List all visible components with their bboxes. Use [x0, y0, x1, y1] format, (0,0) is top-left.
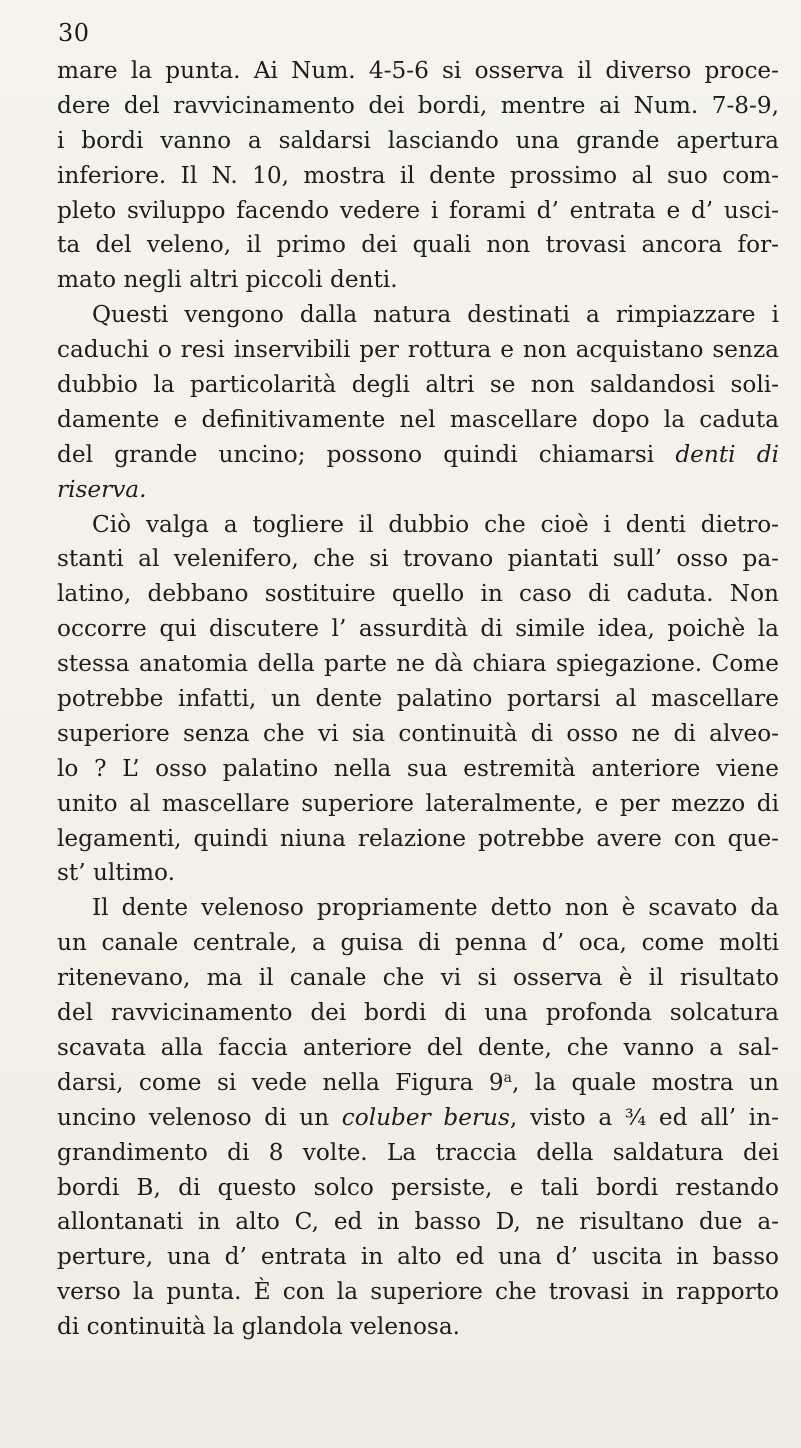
body-text: [57, 54, 779, 1345]
text-segment: caduchi o resi inservibili per rottura e non acquistano senza: [57, 336, 779, 364]
text-segment: occorre qui discutere l’ assurdità di simile idea, poichè la: [57, 615, 779, 643]
text-segment: darsi, come si vede nella Figura 9: [57, 1068, 504, 1096]
text-line: [57, 822, 779, 857]
text-segment: potrebbe infatti, un dente palatino portarsi al mascellare: [57, 685, 779, 713]
text-line: [57, 333, 779, 368]
text-line: [57, 752, 779, 787]
text-line: [57, 473, 779, 508]
text-segment: Ciò valga a togliere il dubbio che cioè i denti dietro-: [92, 510, 779, 538]
text-line: [57, 1275, 779, 1310]
text-line: [57, 787, 779, 822]
text-segment: legamenti, quindi niuna relazione potrebbe avere con que-: [57, 824, 779, 852]
text-line: [57, 89, 779, 124]
page-number: 30: [58, 19, 90, 47]
text-line: [57, 1205, 779, 1240]
fraction: ³⁄₄: [624, 1105, 647, 1131]
text-line: [57, 298, 779, 333]
text-line: [57, 368, 779, 403]
text-segment: latino, debbano sostituire quello in caso di caduta. Non: [57, 580, 779, 608]
text-line: [57, 961, 779, 996]
text-segment: grandimento di 8 volte. La traccia della saldatura dei: [57, 1138, 779, 1166]
text-segment: dubbio la particolarità degli altri se non saldandosi soli-: [57, 371, 779, 399]
text-segment: unito al mascellare superiore lateralmente, e per mezzo di: [57, 789, 779, 817]
text-segment: dere del ravvicinamento dei bordi, mentre ai Num. 7-8-9,: [57, 91, 779, 119]
text-segment: , la quale mostra un: [511, 1068, 779, 1096]
text-segment: un canale centrale, a guisa di penna d’ oca, come molti: [57, 929, 779, 957]
text-line: [57, 891, 779, 926]
text-line: [57, 647, 779, 682]
italic-text: coluber berus: [341, 1103, 510, 1131]
text-segment: uncino velenoso di un: [57, 1103, 342, 1131]
text-segment: lo ? L’ osso palatino nella sua estremità anteriore viene: [57, 754, 779, 782]
text-line: [57, 124, 779, 159]
text-line: [57, 577, 779, 612]
text-segment: bordi B, di questo solco persiste, e tali bordi restando: [57, 1173, 779, 1201]
italic-text: denti di: [675, 440, 779, 468]
text-segment: del grande uncino; possono quindi chiamarsi: [57, 440, 676, 468]
text-line: [57, 682, 779, 717]
superscript: a: [503, 1069, 512, 1086]
text-line: [57, 194, 779, 229]
text-segment: ed all’ in-: [646, 1103, 779, 1131]
text-line: [57, 1171, 779, 1206]
text-segment: pleto sviluppo facendo vedere i forami d’ entrata e d’ usci-: [57, 196, 779, 224]
text-segment: ta del veleno, il primo dei quali non trovasi ancora for-: [57, 231, 779, 259]
text-segment: stanti al velenifero, che si trovano piantati sull’ osso pa-: [57, 545, 779, 573]
text-line: [57, 1031, 779, 1066]
italic-text: riserva.: [57, 475, 147, 503]
text-line: [57, 542, 779, 577]
text-line: [57, 1101, 779, 1136]
text-segment: del ravvicinamento dei bordi di una profonda solcatura: [57, 999, 779, 1027]
text-line: [57, 438, 779, 473]
text-segment: Questi vengono dalla natura destinati a rimpiazzare i: [92, 301, 779, 329]
text-line: [57, 1136, 779, 1171]
text-line: [57, 159, 779, 194]
text-segment: superiore senza che vi sia continuità di osso ne di alveo-: [57, 719, 779, 747]
text-segment: scavata alla faccia anteriore del dente, che vanno a sal-: [57, 1033, 779, 1061]
text-line: [57, 1310, 779, 1345]
text-segment: mato negli altri piccoli denti.: [57, 266, 398, 294]
text-segment: stessa anatomia della parte ne dà chiara spiegazione. Come: [57, 650, 779, 678]
text-segment: inferiore. Il N. 10, mostra il dente prossimo al suo com-: [57, 161, 779, 189]
text-line: [57, 228, 779, 263]
text-segment: allontanati in alto C, ed in basso D, ne risultano due a-: [57, 1208, 779, 1236]
text-segment: di continuità la glandola velenosa.: [57, 1313, 461, 1341]
text-line: [57, 403, 779, 438]
text-line: [57, 996, 779, 1031]
text-line: [57, 263, 779, 298]
text-line: [57, 856, 779, 891]
text-line: [57, 926, 779, 961]
text-line: [57, 717, 779, 752]
text-line: [57, 54, 779, 89]
text-segment: mare la punta. Ai Num. 4-5-6 si osserva il diverso proce-: [57, 57, 779, 84]
text-segment: ritenevano, ma il canale che vi si osserva è il risultato: [57, 964, 779, 992]
text-segment: verso la punta. È con la superiore che trovasi in rapporto: [57, 1278, 779, 1306]
text-line: [57, 612, 779, 647]
text-segment: perture, una d’ entrata in alto ed una d’ uscita in basso: [57, 1243, 779, 1271]
text-segment: st’ ultimo.: [57, 859, 175, 887]
text-segment: Il dente velenoso propriamente detto non è scavato da: [92, 894, 779, 922]
text-segment: damente e definitivamente nel mascellare dopo la caduta: [57, 405, 779, 433]
text-line: [57, 508, 779, 543]
text-segment: , visto a: [509, 1103, 625, 1131]
text-line: [57, 1240, 779, 1275]
text-line: [57, 1066, 779, 1101]
text-segment: i bordi vanno a saldarsi lasciando una grande apertura: [57, 126, 779, 154]
